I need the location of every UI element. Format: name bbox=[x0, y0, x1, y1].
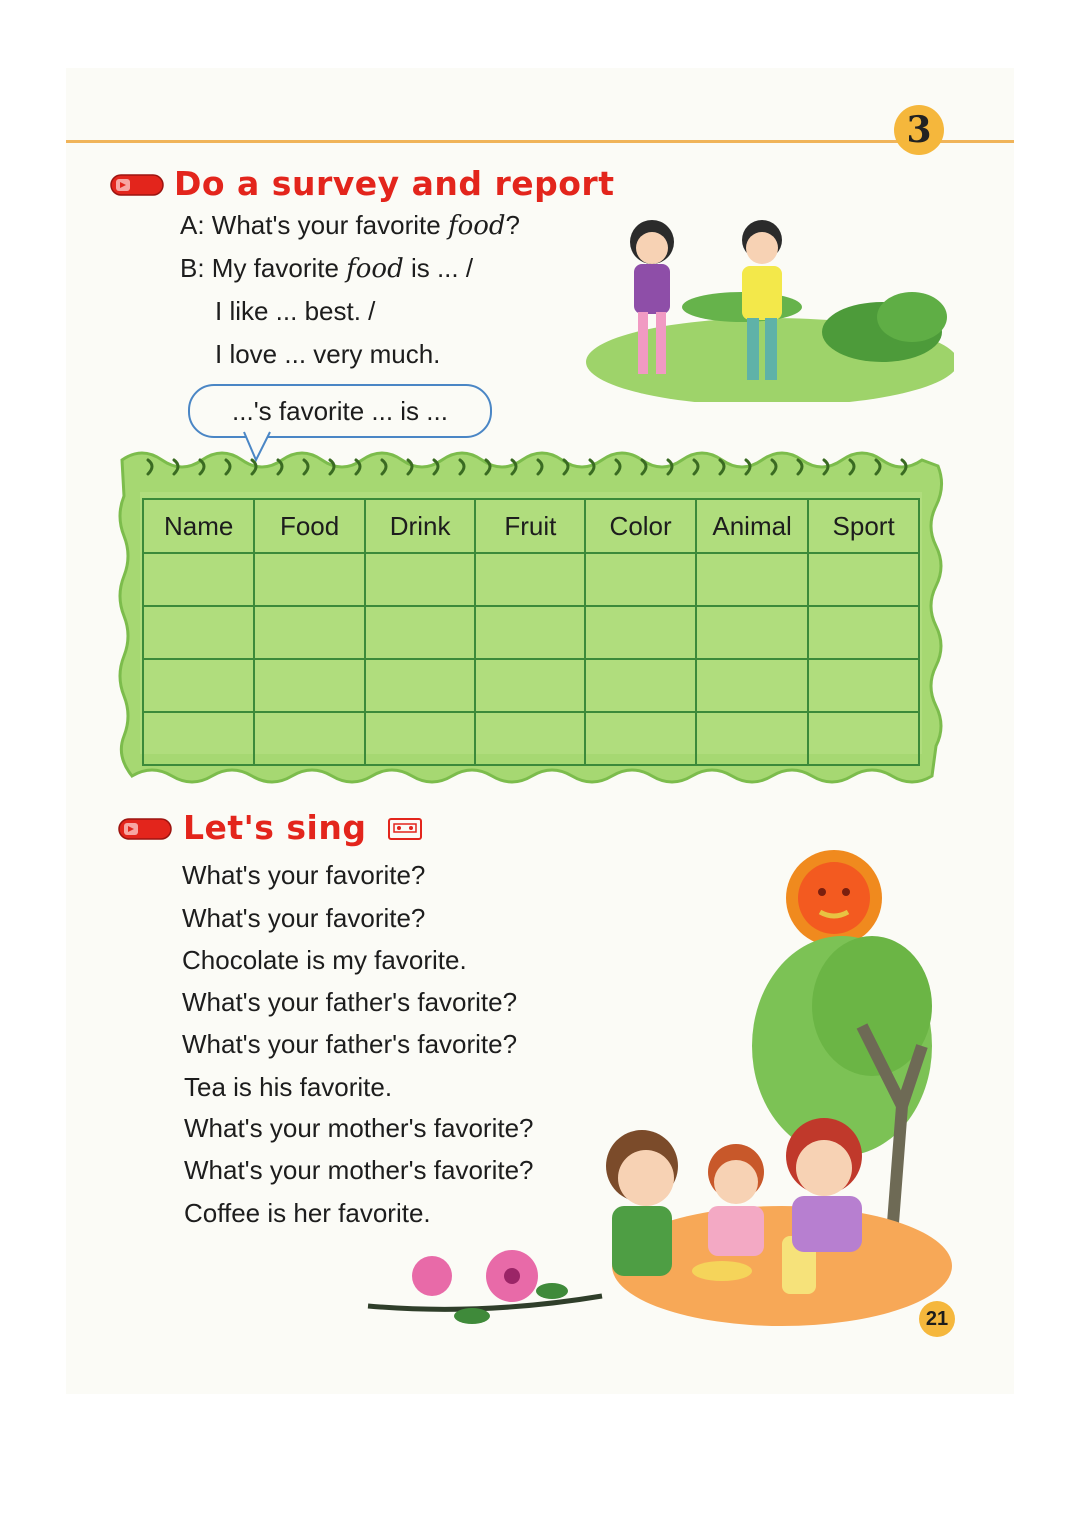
family-picnic-illustration bbox=[362, 846, 958, 1346]
bubble-text: ...'s favorite ... is ... bbox=[232, 395, 448, 426]
header-name: Name bbox=[143, 499, 254, 553]
section-pill-icon bbox=[110, 174, 164, 196]
table-cell[interactable] bbox=[696, 606, 808, 659]
report-speech-bubble bbox=[188, 384, 492, 438]
table-cell[interactable] bbox=[696, 553, 808, 606]
table-cell[interactable] bbox=[365, 553, 476, 606]
table-cell[interactable] bbox=[475, 712, 585, 765]
song-line: What's your mother's favorite? bbox=[184, 1155, 534, 1185]
song-line: What's your mother's favorite? bbox=[184, 1113, 534, 1143]
header-sport: Sport bbox=[808, 499, 919, 553]
table-cell[interactable] bbox=[808, 712, 919, 765]
table-row bbox=[143, 712, 919, 765]
table-row bbox=[143, 606, 919, 659]
table-row bbox=[143, 553, 919, 606]
survey-section-title: Do a survey and report bbox=[174, 164, 615, 203]
table-header-row bbox=[143, 499, 919, 553]
dialogue-line-love: I love ... very much. bbox=[215, 339, 441, 369]
header-food: Food bbox=[254, 499, 364, 553]
table-cell[interactable] bbox=[696, 659, 808, 712]
header-drink: Drink bbox=[365, 499, 476, 553]
table-cell[interactable] bbox=[475, 553, 585, 606]
song-line: Coffee is her favorite. bbox=[184, 1198, 431, 1228]
table-cell[interactable] bbox=[585, 553, 696, 606]
song-line: What's your father's favorite? bbox=[182, 987, 518, 1017]
song-line: Tea is his favorite. bbox=[184, 1072, 393, 1102]
song-line: What's your father's favorite? bbox=[182, 1029, 518, 1059]
dialogue-line-b: B: My favorite food is ... / bbox=[180, 253, 474, 284]
table-cell[interactable] bbox=[808, 659, 919, 712]
cassette-icon bbox=[388, 818, 422, 840]
table-cell[interactable] bbox=[696, 712, 808, 765]
table-cell[interactable] bbox=[585, 712, 696, 765]
song-line: What's your favorite? bbox=[182, 860, 426, 890]
header-rule bbox=[66, 140, 1014, 143]
table-row bbox=[143, 659, 919, 712]
table-cell[interactable] bbox=[808, 606, 919, 659]
dialogue-line-a: A: What's your favorite food? bbox=[180, 210, 520, 241]
table-cell[interactable] bbox=[365, 659, 476, 712]
section-pill-icon bbox=[118, 818, 172, 840]
table-cell[interactable] bbox=[808, 553, 919, 606]
table-cell[interactable] bbox=[365, 712, 476, 765]
table-cell[interactable] bbox=[254, 553, 364, 606]
song-section-title: Let's sing bbox=[183, 808, 367, 847]
header-animal: Animal bbox=[696, 499, 808, 553]
page-number: 21 bbox=[919, 1301, 955, 1337]
table-cell[interactable] bbox=[143, 659, 254, 712]
song-line: What's your favorite? bbox=[182, 903, 426, 933]
table-cell[interactable] bbox=[143, 553, 254, 606]
song-line: Chocolate is my favorite. bbox=[182, 945, 467, 975]
table-cell[interactable] bbox=[254, 712, 364, 765]
children-survey-illustration bbox=[582, 212, 954, 402]
table-cell[interactable] bbox=[475, 659, 585, 712]
header-color: Color bbox=[585, 499, 696, 553]
table-cell[interactable] bbox=[254, 606, 364, 659]
table-cell[interactable] bbox=[365, 606, 476, 659]
unit-number-badge: 3 bbox=[894, 105, 944, 155]
table-cell[interactable] bbox=[143, 606, 254, 659]
dialogue-line-like: I like ... best. / bbox=[215, 296, 376, 326]
survey-table bbox=[142, 498, 920, 766]
header-fruit: Fruit bbox=[475, 499, 585, 553]
table-cell[interactable] bbox=[585, 659, 696, 712]
table-cell[interactable] bbox=[475, 606, 585, 659]
table-cell[interactable] bbox=[143, 712, 254, 765]
table-cell[interactable] bbox=[585, 606, 696, 659]
table-cell[interactable] bbox=[254, 659, 364, 712]
